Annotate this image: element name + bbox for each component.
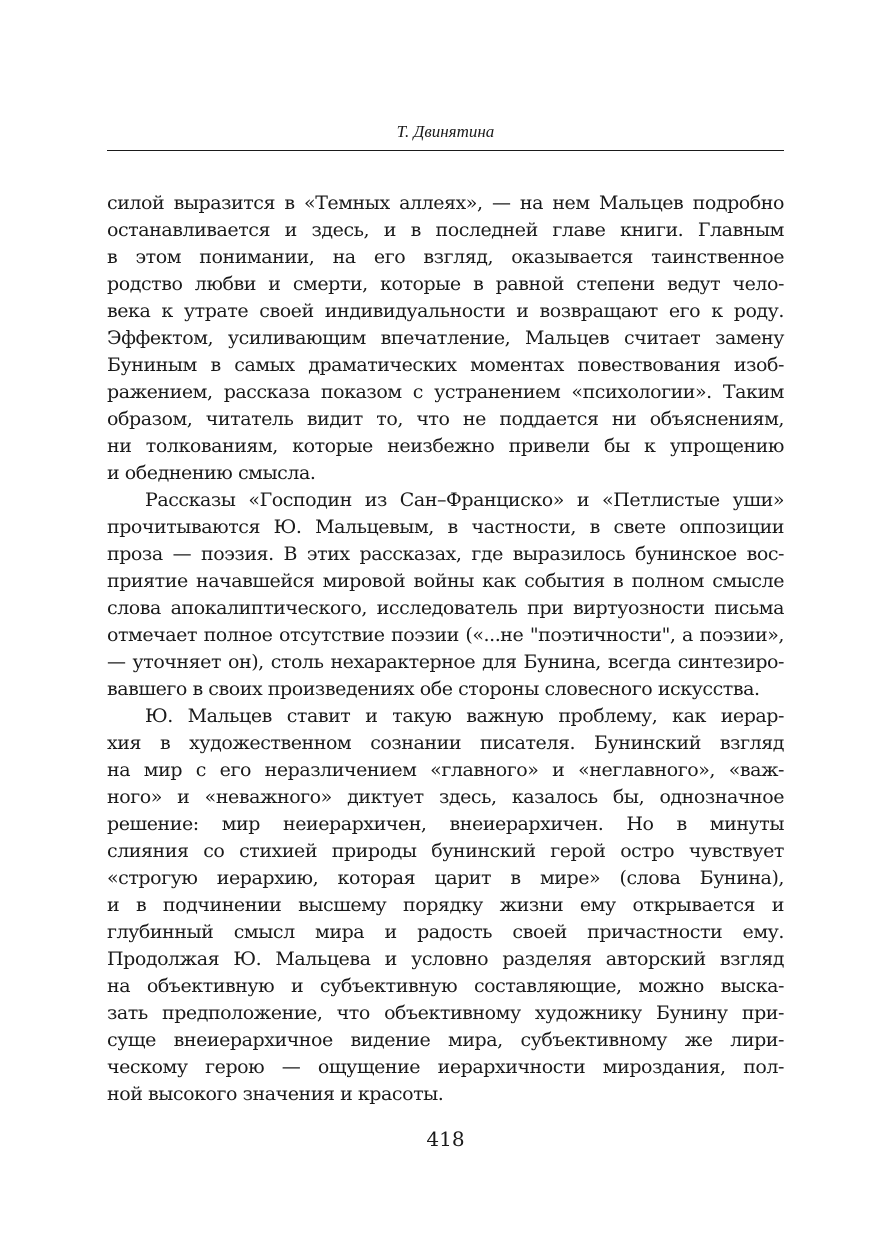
text-line: в этом понимании, на его взгляд, оказывается таинственное: [107, 246, 784, 268]
text-line: прочитываются Ю. Мальцевым, в частности, в свете оппозиции: [107, 516, 784, 538]
text-line: Продолжая Ю. Мальцева и условно разделяя авторский взгляд: [107, 948, 784, 970]
text-line: решение: мир неиерархичен, внеиерархичен. Но в минуты: [107, 813, 784, 835]
text-line: образом, читатель видит то, что не поддается ни объяснениям,: [107, 408, 784, 430]
paragraph-3: [107, 703, 784, 1108]
text-line: проза — поэзия. В этих рассказах, где выразилось бунинское вос-: [107, 543, 784, 565]
text-line: силой выразится в «Темных аллеях», — на нем Мальцев подробно: [107, 192, 784, 214]
text-line: на объективную и субъективную составляющие, можно выска-: [107, 975, 784, 997]
text-line: Буниным в самых драматических моментах повествования изоб-: [107, 354, 784, 376]
header-rule: [107, 150, 784, 151]
text-line: на мир с его неразличением «главного» и «неглавного», «важ-: [107, 759, 784, 781]
page-number: 418: [426, 1127, 465, 1151]
body-text: [107, 190, 784, 1108]
text-line: ной высокого значения и красоты.: [107, 1083, 444, 1105]
text-line: слова апокалиптического, исследователь при виртуозности письма: [107, 597, 784, 619]
text-line: глубинный смысл мира и радость своей причастности ему.: [107, 921, 784, 943]
paragraph-2: [107, 487, 784, 703]
text-line: Рассказы «Господин из Сан–Франциско» и «Петлистые уши»: [145, 489, 784, 511]
text-line: отмечает полное отсутствие поэзии («...не "поэтичности", а поэзии»,: [107, 624, 784, 646]
text-line: вавшего в своих произведениях обе стороны словесного искусства.: [107, 678, 760, 700]
text-line: останавливается и здесь, и в последней главе книги. Главным: [107, 219, 784, 241]
text-line: слияния со стихией природы бунинский герой остро чувствует: [107, 840, 784, 862]
text-line: и обеднению смысла.: [107, 462, 316, 484]
text-line: зать предположение, что объективному художнику Бунину при-: [107, 1002, 784, 1024]
text-line: Ю. Мальцев ставит и такую важную проблему, как иерар-: [145, 705, 784, 727]
text-line: — уточняет он), столь нехарактерное для Бунина, всегда синтезиро-: [107, 651, 784, 673]
text-line: ного» и «неважного» диктует здесь, казалось бы, однозначное: [107, 786, 784, 808]
text-line: века к утрате своей индивидуальности и возвращают его к роду.: [107, 300, 784, 322]
text-line: ческому герою — ощущение иерархичности мироздания, пол-: [107, 1056, 784, 1078]
text-line: «строгую иерархию, которая царит в мире» (слова Бунина),: [107, 867, 784, 889]
text-line: суще внеиерархичное видение мира, субъективному же лири-: [107, 1029, 784, 1051]
text-line: хия в художественном сознании писателя. Бунинский взгляд: [107, 732, 784, 754]
text-line: Эффектом, усиливающим впечатление, Мальцев считает замену: [107, 327, 784, 349]
running-head: Т. Двинятина: [396, 122, 495, 141]
text-line: родство любви и смерти, которые в равной степени ведут чело-: [107, 273, 784, 295]
paragraph-1: [107, 190, 784, 487]
text-line: ражением, рассказа показом с устранением «психологии». Таким: [107, 381, 784, 403]
text-line: и в подчинении высшему порядку жизни ему открывается и: [107, 894, 784, 916]
text-line: ни толкованиям, которые неизбежно привели бы к упрощению: [107, 435, 784, 457]
text-line: приятие начавшейся мировой войны как события в полном смысле: [107, 570, 784, 592]
